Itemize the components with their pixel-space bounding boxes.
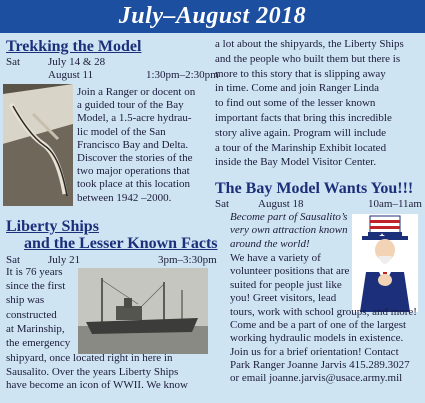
trekking-heading (6, 38, 141, 55)
text-line: the emergency (6, 337, 71, 349)
trekking-heading-text: Trekking the Model (6, 38, 142, 55)
trekking-date2: August 11 (48, 69, 94, 81)
trekking-date1: July 14 & 28 (48, 56, 106, 68)
liberty-heading-2 (24, 235, 218, 252)
text-line: a tour of the Marinship Exhibit located (215, 141, 387, 154)
text-line: Join a Ranger or docent on (77, 86, 196, 98)
text-line: Sausalito. Over the years Liberty Ships (6, 365, 179, 378)
text-line: to find out some of the lesser known (215, 97, 376, 110)
wants-time: 10am–11am (368, 198, 422, 210)
liberty-ship-photo-art (78, 268, 208, 354)
text-line: more to this story that is slipping away (215, 67, 386, 80)
text-line: Join us for a brief orientation! Contact (230, 345, 399, 358)
text-line: a guided tour of the Bay (77, 99, 184, 112)
bay-model-photo (3, 84, 73, 206)
text-line: between 1942 –2000. (77, 191, 172, 204)
text-line: since the first (6, 280, 66, 293)
text-line: constructed (6, 308, 57, 321)
liberty-date: July 21 (48, 254, 81, 266)
text-line: tours, work with school groups, and more! (230, 306, 417, 318)
text-line: a lot about the shipyards, the Liberty Ships (215, 38, 404, 50)
wants-date: August 18 (258, 198, 304, 210)
text-line: or email joanne.jarvis@usace.army.mil (230, 372, 403, 384)
text-line: and the people who built them but there is (215, 52, 401, 65)
text-line: lic model of the San (77, 125, 166, 138)
text-line: suited for people just like (230, 278, 342, 291)
text-line: two major operations that (77, 165, 190, 178)
text-line: Discover the stories of the (77, 152, 193, 164)
uncle-sam-art (352, 214, 418, 312)
text-line: ship was (6, 294, 45, 307)
text-line: story alive again. Program will include (215, 126, 387, 139)
trekking-day: Sat (6, 56, 21, 68)
text-line: you! Greet visitors, lead (230, 292, 337, 305)
liberty-heading-1 (6, 218, 99, 235)
text-line: We have a variety of (230, 252, 321, 264)
liberty-time: 3pm–3:30pm (158, 254, 217, 266)
uncle-sam-illustration (352, 214, 418, 312)
text-line: Model, a 1.5-acre hydrau- (77, 112, 192, 125)
liberty-ship-photo (78, 268, 208, 354)
text-line: Francisco Bay and Delta. (77, 138, 189, 151)
text-line: very own attraction known (230, 224, 348, 237)
text-line: important facts that bring this incredible (215, 112, 392, 124)
liberty-day: Sat (6, 254, 21, 266)
text-line: volunteer positions that are (230, 265, 350, 278)
text-line: It is 76 years (6, 266, 63, 278)
banner-title: July–August 2018 (0, 0, 425, 33)
trekking-time: 1:30pm–2:30pm (146, 69, 219, 81)
liberty-heading-1-text: Liberty Ships (6, 218, 99, 235)
text-line: have become an icon of WWII. We know (6, 379, 188, 392)
wants-day: Sat (215, 198, 230, 210)
text-line: inside the Bay Model Visitor Center. (215, 156, 377, 169)
text-line: at Marinship, (6, 322, 65, 335)
text-line: in time. Come and join Ranger Linda (215, 82, 380, 95)
text-line: shipyard, once located right in here in (6, 352, 173, 364)
liberty-heading-2-text: and the Lesser Known Facts (24, 235, 218, 252)
text-line: took place at this location (77, 178, 191, 191)
text-line: around the world! (230, 237, 310, 250)
text-line: Park Ranger Joanne Jarvis 415.289.3027 (230, 358, 410, 371)
text-line: working hydraulic models in existence. (230, 332, 404, 345)
text-line: Come and be a part of one of the largest (230, 319, 407, 332)
text-line: Become part of Sausalito’s (230, 211, 348, 223)
wants-heading: The Bay Model Wants You!!! (215, 180, 414, 197)
bay-model-photo-art (3, 84, 73, 206)
